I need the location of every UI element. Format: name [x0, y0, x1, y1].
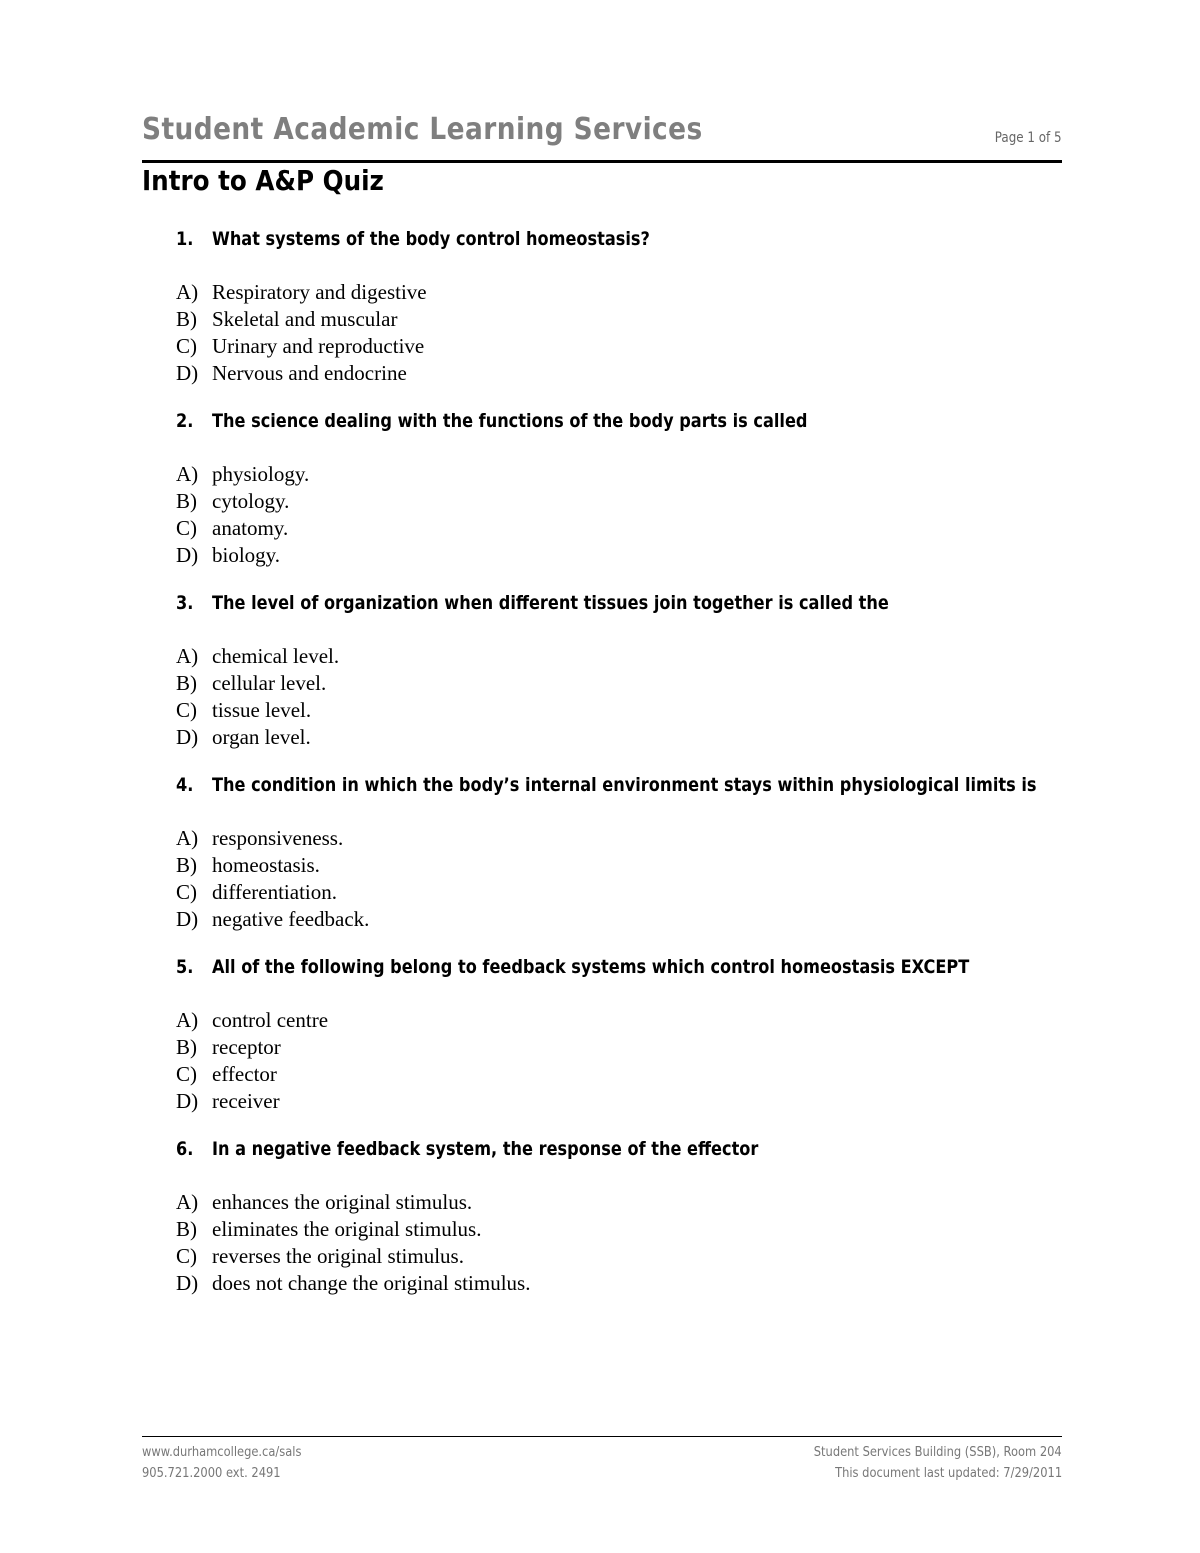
question-number: 3.: [176, 592, 194, 614]
question-text: In a negative feedback system, the response of the effector: [212, 1138, 759, 1160]
answer-option: [176, 1035, 1056, 1062]
option-letter: A): [176, 462, 199, 486]
answer-option: [176, 361, 1056, 388]
option-text: receptor: [212, 1035, 281, 1059]
option-letter: D): [176, 1089, 199, 1113]
answer-option: [176, 698, 1056, 725]
option-text: tissue level.: [212, 698, 312, 722]
option-letter: D): [176, 543, 199, 567]
answer-option: [176, 1217, 1056, 1244]
option-letter: C): [176, 1244, 197, 1268]
footer-last-updated: This document last updated: 7/29/2011: [834, 1465, 1062, 1481]
question-text: The science dealing with the functions of the body parts is called: [212, 410, 808, 432]
answer-options: [176, 644, 1056, 752]
option-text: biology.: [212, 543, 281, 567]
answer-option: [176, 334, 1056, 361]
option-letter: B): [176, 489, 197, 513]
option-text: organ level.: [212, 725, 311, 749]
answer-options: [176, 280, 1056, 388]
question-number: 1.: [176, 228, 194, 250]
option-letter: A): [176, 280, 199, 304]
option-text: eliminates the original stimulus.: [212, 1217, 482, 1241]
answer-option: [176, 1271, 1056, 1298]
answer-option: [176, 1089, 1056, 1116]
option-text: Skeletal and muscular: [212, 307, 398, 331]
option-text: receiver: [212, 1089, 280, 1113]
question: [176, 226, 1056, 388]
answer-option: [176, 725, 1056, 752]
option-text: does not change the original stimulus.: [212, 1271, 531, 1295]
option-text: anatomy.: [212, 516, 289, 540]
question-text: What systems of the body control homeostasis?: [212, 228, 650, 250]
question-number: 5.: [176, 956, 194, 978]
option-text: effector: [212, 1062, 277, 1086]
option-letter: A): [176, 1190, 199, 1214]
option-text: cellular level.: [212, 671, 327, 695]
question-list: [176, 226, 1056, 1318]
answer-option: [176, 1244, 1056, 1271]
option-text: Respiratory and digestive: [212, 280, 427, 304]
option-text: differentiation.: [212, 880, 337, 904]
option-letter: C): [176, 880, 197, 904]
option-letter: A): [176, 1008, 199, 1032]
answer-option: [176, 907, 1056, 934]
answer-option: [176, 307, 1056, 334]
question-heading: [176, 954, 1056, 988]
option-text: Urinary and reproductive: [212, 334, 425, 358]
page-header: [142, 112, 1062, 163]
answer-option: [176, 1190, 1056, 1217]
question-heading: [176, 772, 1056, 806]
answer-options: [176, 1190, 1056, 1298]
option-letter: B): [176, 307, 197, 331]
question-number: 6.: [176, 1138, 194, 1160]
option-text: control centre: [212, 1008, 329, 1032]
option-letter: A): [176, 644, 199, 668]
option-letter: C): [176, 1062, 197, 1086]
answer-option: [176, 489, 1056, 516]
option-letter: D): [176, 361, 199, 385]
option-text: responsiveness.: [212, 826, 344, 850]
question-heading: [176, 590, 1056, 624]
question: [176, 772, 1056, 934]
organization-name: Student Academic Learning Services: [142, 112, 703, 147]
page-footer: [142, 1436, 1062, 1487]
answer-option: [176, 280, 1056, 307]
answer-option: [176, 543, 1056, 570]
option-letter: C): [176, 334, 197, 358]
question-heading: [176, 408, 1056, 442]
footer-location: Student Services Building (SSB), Room 204: [814, 1444, 1062, 1460]
option-letter: B): [176, 1217, 197, 1241]
answer-option: [176, 880, 1056, 907]
option-text: negative feedback.: [212, 907, 370, 931]
option-letter: D): [176, 907, 199, 931]
answer-option: [176, 671, 1056, 698]
option-letter: C): [176, 516, 197, 540]
question-number: 4.: [176, 774, 194, 796]
option-text: homeostasis.: [212, 853, 320, 877]
question-number: 2.: [176, 410, 194, 432]
option-letter: B): [176, 853, 197, 877]
answer-option: [176, 462, 1056, 489]
question: [176, 954, 1056, 1116]
option-letter: A): [176, 826, 199, 850]
option-text: cytology.: [212, 489, 290, 513]
option-text: reverses the original stimulus.: [212, 1244, 464, 1268]
footer-phone: 905.721.2000 ext. 2491: [142, 1465, 281, 1481]
question-text: The condition in which the body’s internal environment stays within physiological limits is: [212, 774, 1037, 796]
answer-option: [176, 644, 1056, 671]
answer-options: [176, 462, 1056, 570]
question-heading: [176, 1136, 1056, 1170]
answer-option: [176, 826, 1056, 853]
question-text: The level of organization when different tissues join together is called the: [212, 592, 889, 614]
answer-option: [176, 1008, 1056, 1035]
answer-options: [176, 1008, 1056, 1116]
answer-option: [176, 853, 1056, 880]
option-letter: B): [176, 1035, 197, 1059]
question-text: All of the following belong to feedback systems which control homeostasis EXCEPT: [212, 956, 970, 978]
option-letter: D): [176, 1271, 199, 1295]
footer-website[interactable]: www.durhamcollege.ca/sals: [142, 1444, 302, 1460]
option-text: chemical level.: [212, 644, 340, 668]
answer-options: [176, 826, 1056, 934]
option-letter: C): [176, 698, 197, 722]
option-text: Nervous and endocrine: [212, 361, 407, 385]
document-title: Intro to A&P Quiz: [142, 164, 384, 197]
question-heading: [176, 226, 1056, 260]
question: [176, 408, 1056, 570]
page-number: Page 1 of 5: [995, 130, 1062, 146]
answer-option: [176, 1062, 1056, 1089]
question: [176, 590, 1056, 752]
option-text: enhances the original stimulus.: [212, 1190, 473, 1214]
option-letter: D): [176, 725, 199, 749]
question: [176, 1136, 1056, 1298]
answer-option: [176, 516, 1056, 543]
option-text: physiology.: [212, 462, 310, 486]
option-letter: B): [176, 671, 197, 695]
